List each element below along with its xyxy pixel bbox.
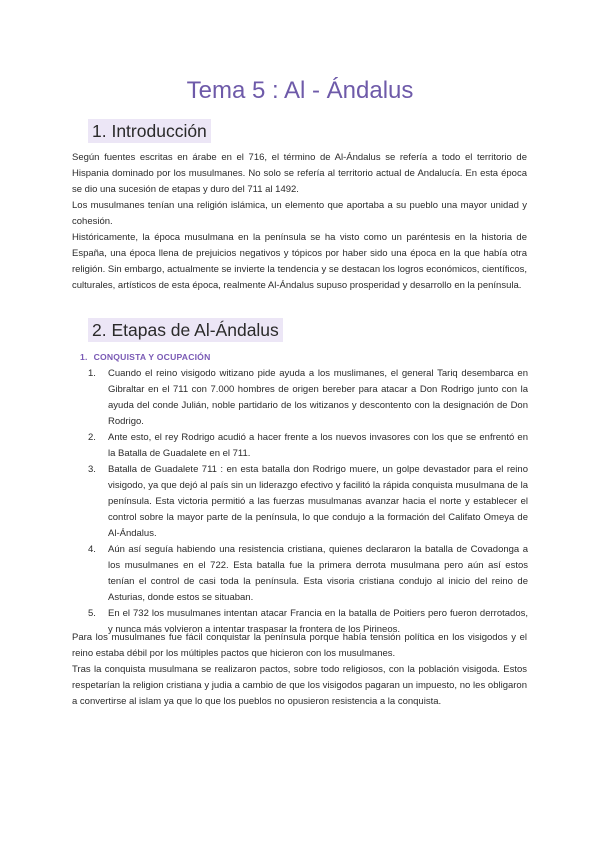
paragraph: Tras la conquista musulmana se realizaron pactos, sobre todo religiosos, con la población visigoda. Estos respetarían la religion cristiana y judia a cambio de que los visigodos pagaran un impuesto, no les obligaron a convertirse al islam ya que lo que los pueblos no opusieron resistencia a la conquista. bbox=[72, 664, 527, 707]
paragraph: Según fuentes escritas en árabe en el 716, el término de Al-Ándalus se refería a todo el territorio de Hispania dominado por los musulmanes. No solo se refería al territorio actual de Andalucía. En esta época se dio una sucesión de etapas y duro del 711 al 1492. bbox=[72, 152, 527, 195]
intro-paragraphs bbox=[72, 150, 527, 294]
list-number: 4. bbox=[88, 544, 96, 555]
list-text: Aún así seguía habiendo una resistencia cristiana, quienes declararon la batalla de Covadonga a los musulmanes en el 722. Esta batalla fue la primera derrota musulmana pero aún así estos tenían el control de casi toda la península. Esta visoria cristiana condujo al inicio del reino de Asturias, donde estos se situaban. bbox=[108, 544, 528, 603]
list-text: Cuando el reino visigodo witizano pide ayuda a los muslimanes, el general Tariq desembarca en Gibraltar en el 711 con 7.000 hombres de origen bereber para atacar a Don Rodrigo junto con la ayuda del conde Julián, noble partidario de los witizanos y descontento con la designación de Don Rodrigo. bbox=[108, 368, 528, 427]
list-item bbox=[88, 462, 528, 542]
numbered-list bbox=[88, 366, 528, 638]
list-text: Ante esto, el rey Rodrigo acudió a hacer frente a los nuevos invasores con los que se enfrentó en la Batalla de Guadalete en el 711. bbox=[108, 432, 528, 459]
list-number: 1. bbox=[88, 368, 96, 379]
paragraph: Para los musulmanes fue fácil conquistar la península porque había tensión política en los visigodos y el reino estaba débil por los múltiples pactos que hicieron con los musulmanes. bbox=[72, 632, 527, 659]
page-title: Tema 5 : Al - Ándalus bbox=[186, 77, 414, 104]
section-heading-etapas: 2. Etapas de Al-Ándalus bbox=[88, 318, 283, 342]
list-item bbox=[88, 366, 528, 430]
list-text: Batalla de Guadalete 711 : en esta batalla don Rodrigo muere, un golpe devastador para el reino visigodo, ya que dejó al país sin un liderazgo efectivo y facilitó la rápida conquista musulmana de la península. Esta victoria permitió a las fuerzas musulmanas avanzar hacia el norte y establecer el control sobre la mayor parte de la península, lo que condujo a la formación del Califato Omeya de Al-Ándalus. bbox=[108, 464, 528, 539]
paragraph: Los musulmanes tenían una religión islámica, un elemento que aportaba a su pueblo una mayor unidad y cohesión. bbox=[72, 200, 527, 227]
list-number: 2. bbox=[88, 432, 96, 443]
list-text: En el 732 los musulmanes intentan atacar Francia en la batalla de Poitiers pero fueron derrotados, y nunca más volvieron a intentar traspasar la frontera de los Pirineos. bbox=[108, 608, 528, 635]
list-item bbox=[88, 430, 528, 462]
list-item bbox=[88, 542, 528, 606]
subsection-title: CONQUISTA Y OCUPACIÓN bbox=[93, 352, 211, 362]
list-number: 5. bbox=[88, 608, 96, 619]
closing-paragraphs bbox=[72, 630, 527, 710]
list-number: 3. bbox=[88, 464, 96, 475]
subsection-heading bbox=[80, 352, 210, 362]
subsection-number: 1. bbox=[80, 352, 88, 362]
section-heading-introduccion: 1. Introducción bbox=[88, 119, 211, 143]
paragraph: Históricamente, la época musulmana en la península se ha visto como un paréntesis en la historia de España, una época llena de prejuicios negativos y tópicos por haber sido una época en la que había otra religión. Sin embargo, actualmente se invierte la tendencia y se destacan los logros económicos, científicos, culturales, artísticos de esta época, realmente Al-Ándalus supuso prosperidad y desarrollo en la península. bbox=[72, 232, 527, 291]
